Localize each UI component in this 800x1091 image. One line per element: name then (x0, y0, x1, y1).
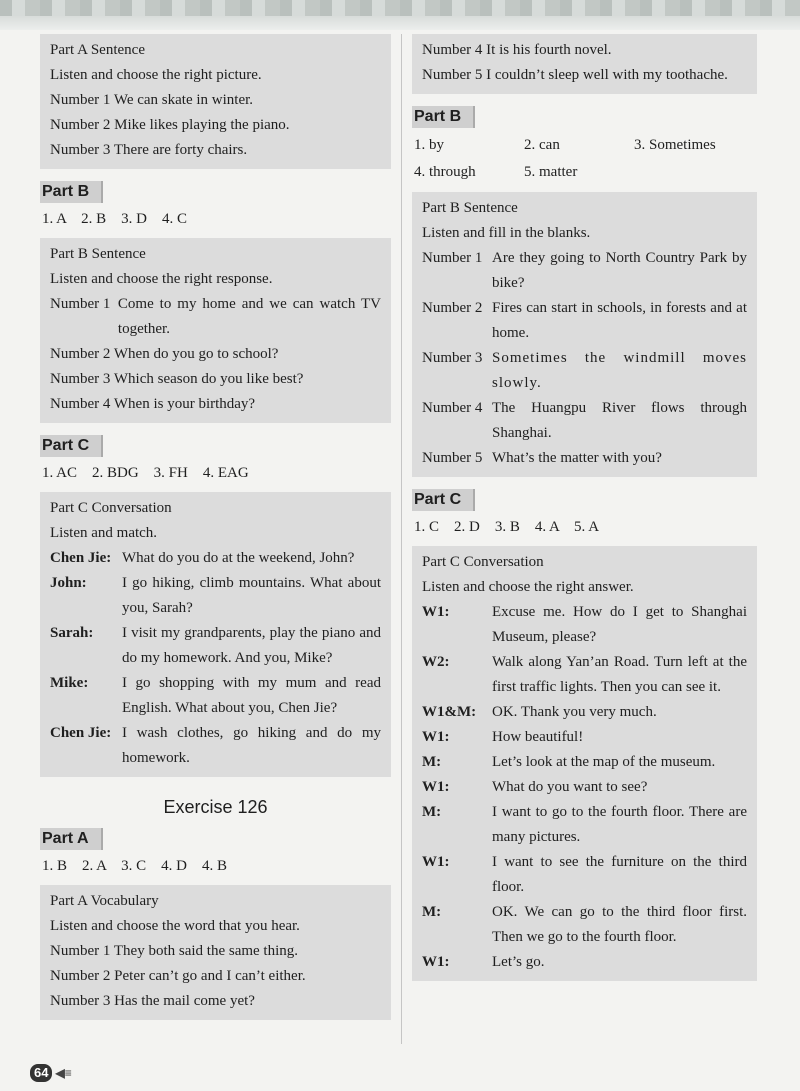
dialogue-text: I want to go to the fourth floor. There are many pictures. (492, 804, 747, 845)
box-title: Part C Conversation (422, 554, 544, 570)
dialogue-text: Let’s go. (492, 954, 545, 970)
number-label: Number 2 (422, 300, 487, 316)
answer: 3. Sometimes (634, 137, 716, 153)
answer-key: 1. A 2. B 3. D 4. C (42, 211, 188, 227)
dialogue-line (50, 721, 381, 771)
speaker: Chen Jie: (50, 550, 112, 566)
dialogue-line (422, 650, 747, 700)
script-line (422, 346, 747, 396)
dialogue-line (50, 621, 381, 671)
dialogue-text: I go hiking, climb mountains. What about you, Sarah? (122, 575, 381, 616)
answer-key: 1. C 2. D 3. B 4. A 5. A (414, 519, 600, 535)
part-a-sentence-box (40, 34, 391, 169)
speaker: M: (422, 904, 442, 920)
dialogue-text: Excuse me. How do I get to Shanghai Museum, please? (492, 604, 747, 645)
speaker: Sarah: (50, 625, 94, 641)
instruction: Listen and choose the word that you hear. (50, 918, 300, 934)
speaker: Mike: (50, 675, 89, 691)
part-b-sentence-box (40, 238, 391, 423)
script-line (422, 296, 747, 346)
section-header-part-b: Part B (40, 181, 103, 203)
part-c-conversation-box (412, 546, 757, 981)
number-label: Number 1 (50, 296, 118, 312)
script-line (422, 446, 747, 471)
answer-key: 1. B 2. A 3. C 4. D 4. B (42, 858, 228, 874)
script-line (422, 246, 747, 296)
speaker: W1&M: (422, 704, 477, 720)
exercise-title: Exercise 126 (163, 797, 268, 817)
dialogue-text: I visit my grandparents, play the piano and do my homework. And you, Mike? (122, 625, 381, 666)
number-label: Number 4 (422, 400, 487, 416)
dialogue-line (50, 671, 381, 721)
dialogue-line (422, 600, 747, 650)
speaker: W1: (422, 604, 450, 620)
number-label: Number 3 (422, 350, 487, 366)
dialogue-line (422, 725, 747, 750)
dialogue-line (50, 546, 381, 571)
script-line: Number 1 We can skate in winter. (50, 92, 254, 108)
answer-key (412, 128, 757, 192)
page-top-decoration (0, 0, 800, 30)
dialogue-text: Walk along Yan’an Road. Turn left at the first traffic lights. Then you can see it. (492, 654, 747, 695)
dialogue-line (50, 571, 381, 621)
speaker: John: (50, 575, 87, 591)
script-line: Number 2 When do you go to school? (50, 346, 279, 362)
script-line: Number 3 Has the mail come yet? (50, 993, 255, 1009)
script-text: The Huangpu River flows through Shanghai. (492, 400, 747, 441)
part-c-conversation-box (40, 492, 391, 777)
dialogue-line (422, 700, 747, 725)
dialogue-line (422, 850, 747, 900)
part-a-continued-box (412, 34, 757, 94)
dialogue-text: OK. We can go to the third floor first. Then we go to the fourth floor. (492, 904, 747, 945)
dialogue-line (422, 775, 747, 800)
dialogue-text: How beautiful! (492, 729, 584, 745)
dialogue-line (422, 900, 747, 950)
script-line: Number 1 They both said the same thing. (50, 943, 299, 959)
script-line: Number 2 Mike likes playing the piano. (50, 117, 290, 133)
part-a-vocabulary-box (40, 885, 391, 1020)
speaker: W1: (422, 954, 450, 970)
instruction: Listen and match. (50, 525, 158, 541)
answer: 1. by (414, 137, 444, 153)
dialogue-text: OK. Thank you very much. (492, 704, 657, 720)
instruction: Listen and choose the right picture. (50, 67, 262, 83)
page-number: 64 (30, 1064, 52, 1082)
script-text: Fires can start in schools, in forests and at home. (492, 300, 747, 341)
dialogue-line (422, 800, 747, 850)
script-line: Number 3 Which season do you like best? (50, 371, 304, 387)
instruction: Listen and choose the right response. (50, 271, 273, 287)
section-header-part-c: Part C (412, 489, 475, 511)
script-line (50, 292, 381, 342)
instruction: Listen and choose the right answer. (422, 579, 634, 595)
box-title: Part A Sentence (50, 42, 145, 58)
script-line: Number 2 Peter can’t go and I can’t either. (50, 968, 306, 984)
script-text: Come to my home and we can watch TV together. (117, 296, 381, 337)
dialogue-line (422, 750, 747, 775)
section-header-part-b: Part B (412, 106, 475, 128)
column-divider (401, 34, 402, 1044)
speaker: M: (422, 804, 442, 820)
dialogue-text: I go shopping with my mum and read English. What about you, Chen Jie? (122, 675, 381, 716)
answer-key: 1. AC 2. BDG 3. FH 4. EAG (42, 465, 249, 481)
page-footer (30, 1064, 72, 1082)
script-line: Number 5 I couldn’t sleep well with my toothache. (422, 67, 728, 83)
script-line (422, 396, 747, 446)
speaker-icon: ◀≡ (55, 1066, 72, 1080)
number-label: Number 5 (422, 450, 487, 466)
script-line: Number 4 When is your birthday? (50, 396, 256, 412)
box-title: Part B Sentence (50, 246, 146, 262)
answer: 5. matter (524, 164, 578, 180)
speaker: W2: (422, 654, 450, 670)
number-label: Number 1 (422, 250, 487, 266)
dialogue-text: I wash clothes, go hiking and do my homework. (122, 725, 381, 766)
script-text: Sometimes the windmill moves slowly. (492, 350, 747, 391)
left-column (40, 34, 391, 1020)
box-title: Part B Sentence (422, 200, 518, 216)
speaker: W1: (422, 729, 450, 745)
right-column (412, 34, 757, 981)
speaker: W1: (422, 854, 450, 870)
dialogue-text: What do you want to see? (492, 779, 648, 795)
instruction: Listen and fill in the blanks. (422, 225, 591, 241)
speaker: W1: (422, 779, 450, 795)
dialogue-line (422, 950, 747, 975)
dialogue-text: I want to see the furniture on the third floor. (492, 854, 747, 895)
script-line: Number 4 It is his fourth novel. (422, 42, 612, 58)
section-header-part-c: Part C (40, 435, 103, 457)
answer: 2. can (524, 137, 560, 153)
dialogue-text: Let’s look at the map of the museum. (492, 754, 716, 770)
script-text: Are they going to North Country Park by bike? (492, 250, 747, 291)
box-title: Part C Conversation (50, 500, 172, 516)
box-title: Part A Vocabulary (50, 893, 159, 909)
answer: 4. through (414, 164, 476, 180)
part-b-sentence-box (412, 192, 757, 477)
dialogue-text: What do you do at the weekend, John? (122, 550, 355, 566)
script-line: Number 3 There are forty chairs. (50, 142, 248, 158)
speaker: Chen Jie: (50, 725, 112, 741)
speaker: M: (422, 754, 442, 770)
section-header-part-a: Part A (40, 828, 103, 850)
script-text: What’s the matter with you? (492, 450, 662, 466)
